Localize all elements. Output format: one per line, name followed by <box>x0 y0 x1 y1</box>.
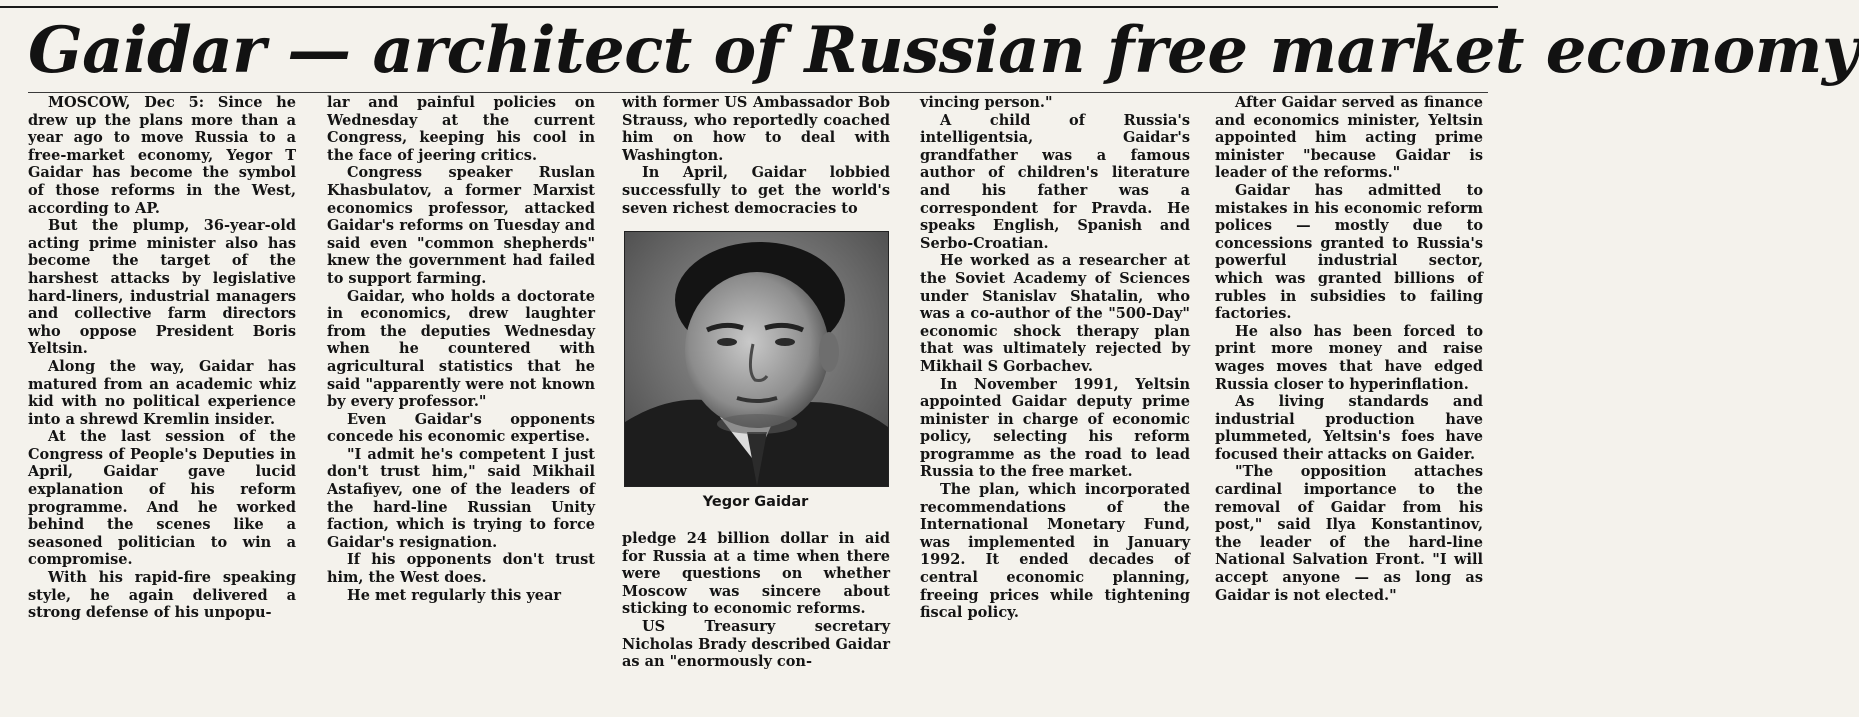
photo-caption: Yegor Gaidar <box>702 494 809 510</box>
paragraph: lar and painful policies on Wednesday at the current Congress, keeping his cool in the face of jeering critics. <box>327 94 595 164</box>
paragraph: As living standards and industrial production have plummeted, Yeltsin's foes have focused their attacks on Gaider. <box>1215 393 1483 463</box>
paragraph: Along the way, Gaidar has matured from an academic whiz kid with no political experience into a shrewd Kremlin insider. <box>28 357 296 428</box>
headline-rule <box>28 92 1488 93</box>
paragraph: At the last session of the Congress of People's Deputies in April, Gaidar gave lucid explanation of his reform programme. And he worked behind the scenes like a seasoned politician to win a compromise. <box>28 428 296 569</box>
article-column-2 <box>327 94 595 694</box>
paragraph: "I admit he's competent I just don't trust him," said Mikhail Astafiyev, one of the leaders of the hard-line Russian Unity faction, which is trying to force Gaidar's resignation. <box>327 445 595 551</box>
paragraph: A child of Russia's intelligentsia, Gaidar's grandfather was a famous author of children's literature and his father was a correspondent for Pravda. He speaks English, Spanish and Serbo-Croatian. <box>920 111 1190 252</box>
top-border-rule <box>0 6 1498 8</box>
paragraph: "The opposition attaches cardinal importance to the removal of Gaidar from his post," said Ilya Konstantinov, the leader of the hard-line National Salvation Front. "I will accept anyone — as long as Gaidar is not elected." <box>1215 463 1483 604</box>
paragraph: Gaidar, who holds a doctorate in economics, drew laughter from the deputies Wednesday when he countered with agricultural statistics that he said "apparently were not known by every professor." <box>327 287 595 411</box>
paragraph: Congress speaker Ruslan Khasbulatov, a former Marxist economics professor, attacked Gaidar's reforms on Tuesday and said even "common shepherds" knew the government had failed to support farming. <box>327 164 595 287</box>
paragraph: If his opponents don't trust him, the West does. <box>327 551 595 587</box>
paragraph: He worked as a researcher at the Soviet Academy of Sciences under Stanislav Shatalin, who was a co-author of the "500-Day" economic shock therapy plan that was ultimately rejected by Mikhail S Gorbachev. <box>920 252 1190 375</box>
paragraph: The plan, which incorporated recommendations of the International Monetary Fund, was implemented in January 1992. It ended decades of central economic planning, freeing prices while tightening fiscal policy. <box>920 481 1190 622</box>
paragraph: In November 1991, Yeltsin appointed Gaidar deputy prime minister in charge of economic policy, selecting his reform programme as the road to lead Russia to the free market. <box>920 375 1190 481</box>
paragraph: He also has been forced to print more money and raise wages moves that have edged Russia closer to hyperinflation. <box>1215 322 1483 393</box>
paragraph: pledge 24 billion dollar in aid for Russia at a time when there were questions on whether Moscow was sincere about sticking to economic reforms. <box>622 530 890 618</box>
paragraph: Even Gaidar's opponents concede his economic expertise. <box>327 410 595 446</box>
paragraph: He met regularly this year <box>347 586 562 604</box>
paragraph: With his rapid-fire speaking style, he again delivered a strong defense of his unpopu- <box>28 569 296 622</box>
paragraph: with former US Ambassador Bob Strauss, who reportedly coached him on how to deal with Washington. <box>622 94 890 164</box>
portrait-image <box>625 232 888 486</box>
paragraph: MOSCOW, Dec 5: Since he drew up the plans more than a year ago to move Russia to a free-market economy, Yegor T Gaidar has become the symbol of those reforms in the West, according to AP. <box>28 94 296 217</box>
article-column-1 <box>28 94 296 694</box>
paragraph: But the plump, 36-year-old acting prime minister also has become the target of the harshest attacks by legislative hard-liners, industrial managers and collective farm directors who oppose President Boris Yeltsin. <box>28 217 296 358</box>
paragraph: In April, Gaidar lobbied successfully to get the world's seven richest democracies to <box>622 164 890 217</box>
paragraph: After Gaidar served as finance and economics minister, Yeltsin appointed him acting prime minister "because Gaidar is leader of the reforms." <box>1215 94 1483 182</box>
paragraph: US Treasury secretary Nicholas Brady described Gaidar as an "enormously con- <box>622 617 890 671</box>
article-column-4 <box>920 94 1190 694</box>
portrait-photo <box>624 231 889 487</box>
paragraph: vincing person." <box>920 94 1053 111</box>
article-headline: Gaidar — architect of Russian free market economy <box>28 13 1859 88</box>
paragraph: Gaidar has admitted to mistakes in his economic reform polices — mostly due to concessions granted to Russia's powerful industrial sector, which was granted billions of rubles in subsidies to failing factories. <box>1215 181 1483 323</box>
article-column-3 <box>622 94 890 224</box>
article-column-5 <box>1215 94 1483 694</box>
article-column-3-continued <box>622 530 890 690</box>
